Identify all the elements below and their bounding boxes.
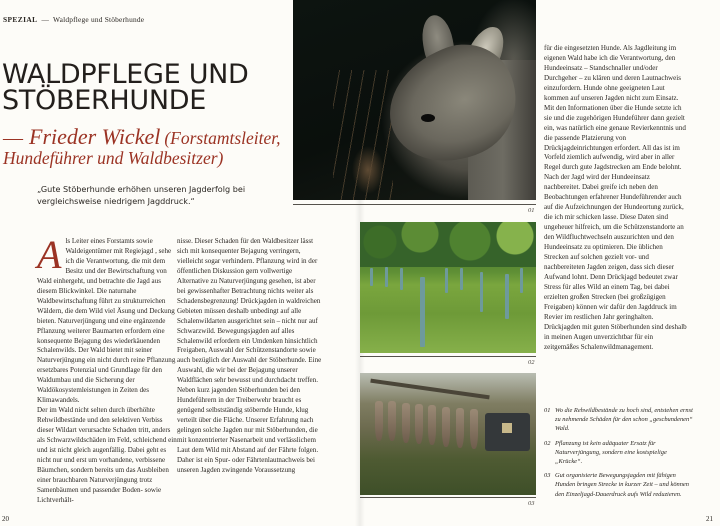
carcass-shape — [375, 401, 383, 441]
page-number-right: 21 — [706, 515, 713, 523]
author-role-line-2: Hundeführer und Waldbesitzer) — [3, 148, 224, 168]
paragraph: Mit den Informationen über die Hunde setzte ich sie und die zugehörigen Hundeführer dann gezielt ein, was natürlich eine genaue Revierkenntnis und die passende Platzierung von Drückjagdeinrichtungen erfordert. All das ist im Vorfeld ziemlich aufwendig, wird aber in aller Regel durch gute Jagdstrecken am Ende belohnt. — [544, 103, 686, 172]
carcass-shape — [388, 401, 396, 441]
tree-guard — [520, 268, 523, 293]
photo-roe-deer — [293, 0, 536, 200]
carcass-shape — [402, 403, 410, 443]
author-name: Frieder Wickel — [29, 124, 161, 149]
deer-eye-shape — [421, 114, 435, 122]
section-label: SPEZIAL — [3, 15, 38, 24]
photo-tree-planting — [360, 222, 536, 353]
photo-number: 02 — [528, 359, 535, 366]
tree-guard — [400, 268, 403, 290]
caption-text: Pflanzung ist kein adäquater Ersatz für Naturverjüngung, sondern eine kostspielige „Krücke“. — [555, 439, 667, 466]
body-column-1 — [37, 232, 179, 506]
tree-guard — [505, 274, 509, 319]
tree-guard — [420, 277, 425, 347]
twigs-shape — [333, 70, 393, 200]
article-title — [2, 59, 249, 116]
caption-number: 02 — [544, 439, 551, 447]
tree-guard — [370, 268, 373, 286]
caption-item — [544, 406, 694, 434]
trailer-shape — [485, 413, 530, 451]
caption-item — [544, 439, 694, 467]
tree-guard — [460, 268, 463, 290]
running-head-separator: — — [41, 15, 50, 24]
paragraph: für die eingesetzten Hunde. Als Jagdleitung im eigenen Wald habe ich die Verantwortung, den Hundeeinsatz – Standschnaller und/oder Durchgeher – zu klären und deren Lautnachweis einzufordern. Hunde ohne geeigneten Laut kommen auf unseren Jagden nicht zum Einsatz. — [544, 44, 681, 102]
photo-rule — [360, 356, 536, 357]
carcass-shape — [442, 407, 450, 447]
body-column-2 — [177, 237, 322, 476]
rack-bar — [370, 379, 489, 400]
title-line-1: WALDPFLEGE UND — [2, 59, 249, 90]
photo-captions — [544, 406, 694, 504]
title-line-2: STÖBERHUNDE — [2, 85, 207, 116]
paragraph: ls Leiter eines Forstamts sowie Waldeigentümer mit Regiejagd , sehe ich die Verantwortung, die mit dem Besitz und der Bewirtschaftung von Wald einhergeht, und betrachte die Jagd aus diesem Blickwinkel. Die naturnahe Waldbewirtschaftung führt zu strukturreichen Wäldern, die dem Wild viel Äsung und Deckung bieten. Naturverjüngung und eine ergänzende Pflanzung weiterer Baumarten erfordern eine konsequente Bejagung des wiederkäuenden Schalenwilds. Der Wald bietet mit seiner Naturverjüngung ein nicht durch reine Pflanzung ersetzbares Potenzial und Grundlage für den Waldumbau und die Sicherung der Waldökosystemleistungen in Zeiten des Klimawandels. — [37, 237, 176, 405]
paragraph: Der im Wald nicht selten durch überhöhte Rehwildbestände und den selektiven Verbiss dieser Wildart verursachte Schaden tritt, anders als Schwarzwildschäden im Feld, schleichend ein und ist nicht gleich augenfällig. Dabei geht es nicht nur und erst um vorhandene, verbissene Bäumchen, sondern bereits um das Ausbleiben einer brauchbaren Naturverjüngung trotz Samenbäumen und passender Boden- sowie Lichtverhält- — [37, 406, 177, 504]
paragraph: Neben kurz jagenden Stöberhunden bei den Hundeführern in der Treiberwehr braucht es genügend selbstständig stöbernde Hunde, klug verteilt über die Fläche. Unserer Erfahrung nach gelingen solche Jagden nur mit Stöberhunden, die mit konzentrierter Nasenarbeit und verlässlichem Laut dem Wild mit Abstand auf der Fährte folgen. Daher ist ein Spur- oder Fährtenlautnachweis bei unseren Jagden zwingende Voraussetzung — [177, 386, 319, 474]
byline — [3, 124, 293, 169]
carcass-shape — [415, 404, 423, 444]
byline-dash: — — [3, 127, 23, 149]
carcass-shape — [428, 405, 436, 445]
paragraph: nisse. Dieser Schaden für den Waldbesitzer lässt sich mit konsequenter Bejagung verringern, vielleicht sogar verhindern. Pflanzung wird in der öffentlichen Diskussion gern vollwertige Alternative zu Naturverjüngung gesehen, ist aber bei gewissenhafter Betrachtung nichts weiter als Schadensbegrenzung! Drückjagden in waldreichen Gebieten müssen deshalb unbedingt auf alle Schalenwildarten ausgerichtet sein – nicht nur auf Schwarzwild. Bewegungsjagden auf alles Schalenwild erfordern ein Umdenken hinsichtlich Freigaben, Auswahl der Schützenstandorte sowie auch bezüglich der Auswahl der Stöberhunde. Eine Auswahl, die wir bei der Bejagung unserer Waldflächen sehr bewusst und durchdacht treffen. — [177, 237, 322, 385]
caption-number: 01 — [544, 407, 551, 414]
drop-cap: A — [37, 232, 62, 277]
photo-number: 01 — [528, 207, 535, 214]
caption-text: Wo die Rehwildbestände zu hoch sind, entstehen ernst zu nehmende Schäden für den schon „gescbundenen“ Wald. — [555, 407, 693, 433]
paragraph: Nach der Jagd wird der Hundeeinsatz nachbereitet. Dabei greife ich neben den Beobachtungen erfahrener Hundeführender auch auf die Aufzeichnungen der Hundeortung zurück, die ich mir schicken lasse. Diese Daten sind ungeheuer hilfreich, um die Schützenstandorte an den Wildfluchtwechseln auszurichten und den Hundeeinsatz zu optimieren. Die üblichen Strecken auf solchen gezielt vor- und nachbereiteten Jagden zeigen, dass sich dieser Aufwand lohnt. Denn Drückjagd bedeutet zwar Stress für alles Wild an einem Tag, bei dabei erzielten großen Strecken (bei großzügigen Freigaben) können wir dafür den Jagddruck im Revier im restlichen Jahr geringhalten. Drückjagden mit guten Stöberhunden sind deshalb in meinen Augen unverzichtbar für ein zeitgemäßes Schalenwildmanagement. — [544, 173, 687, 351]
running-head — [3, 15, 144, 24]
tree-line — [360, 222, 536, 267]
author-role-line-1: (Forstamtsleiter, — [164, 128, 281, 148]
caption-number: 03 — [544, 472, 551, 480]
tree-guard — [445, 268, 448, 293]
tree-guard — [480, 272, 483, 312]
caption-text: Gut organisierte Bewegungsjagden mit fähigen Hunden bringen Strecke in kurzer Zeit – und können den Einzeljagd-Dauerdruck aufs Wild reduzieren. — [555, 472, 689, 498]
photo-rule — [293, 204, 536, 205]
tree-guard — [385, 267, 388, 287]
pull-quote: „Gute Stöberhunde erhöhen unseren Jagderfolg bei vergleichsweise niedrigem Jagddruck.“ — [37, 184, 246, 206]
page-number-left: 20 — [2, 515, 9, 523]
carcass-shape — [470, 409, 478, 449]
photo-rule — [360, 497, 536, 498]
body-column-3 — [544, 44, 687, 353]
trailer-window — [502, 423, 512, 433]
caption-item — [544, 471, 694, 499]
photo-hunting-bag — [360, 373, 536, 495]
carcass-shape — [456, 408, 464, 448]
photo-number: 03 — [528, 500, 535, 507]
running-head-topic: Waldpflege und Stöberhunde — [53, 15, 145, 24]
